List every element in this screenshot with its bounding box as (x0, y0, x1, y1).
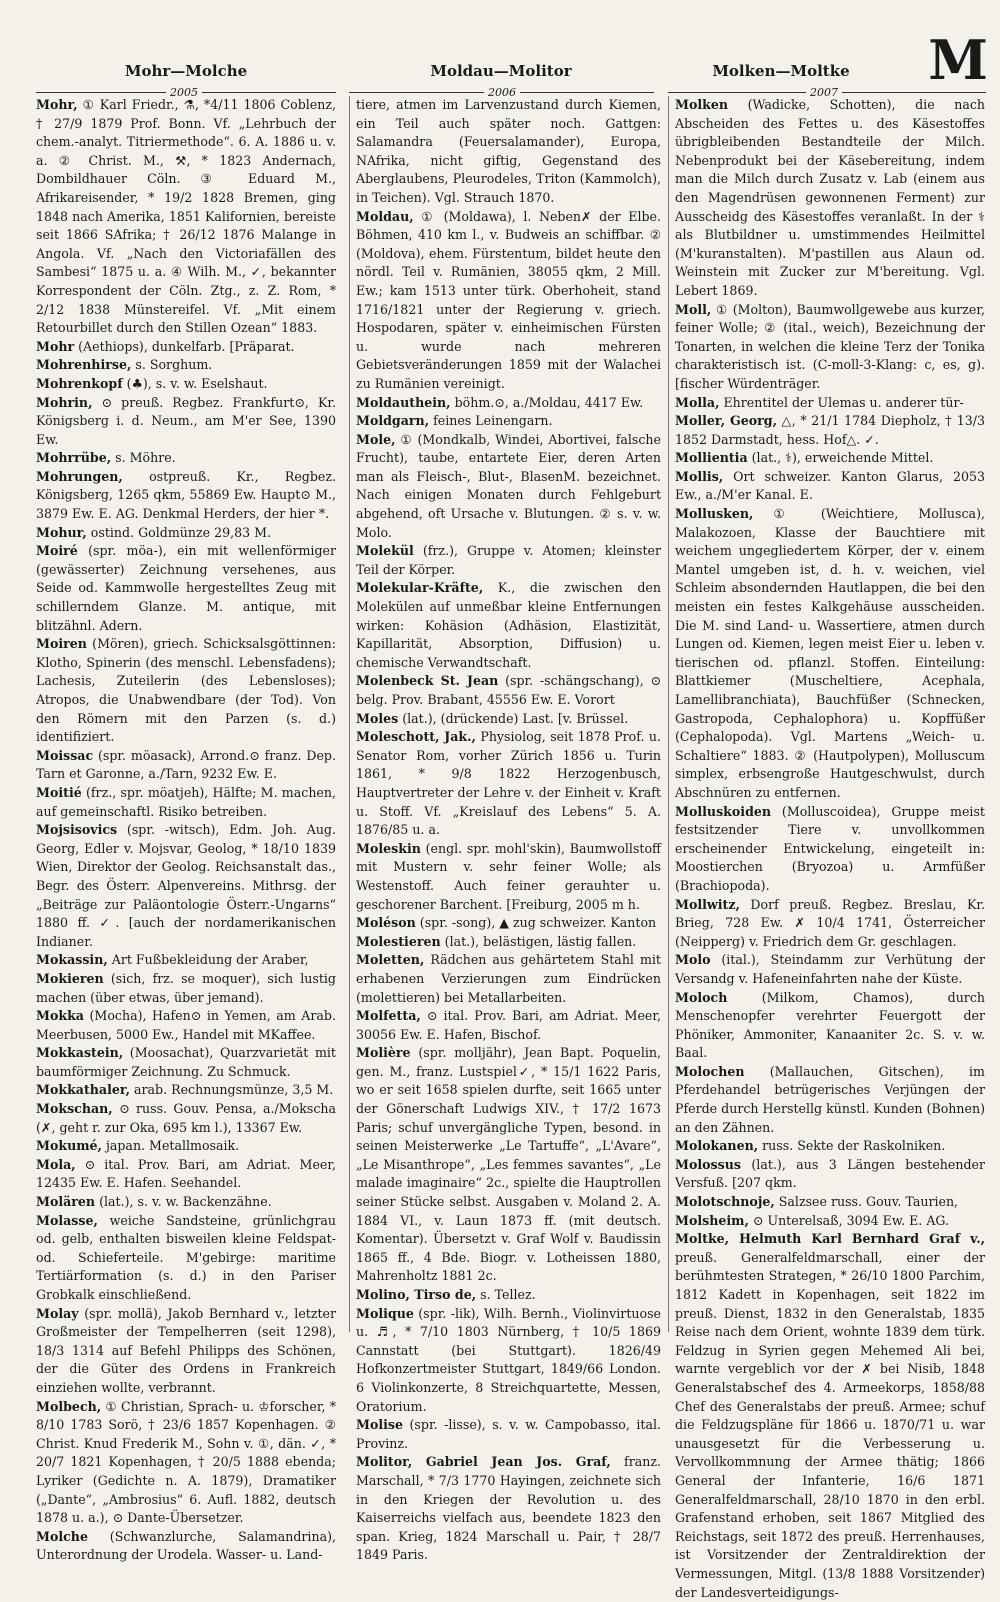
dictionary-entry (36, 1100, 336, 1137)
entry-text: (spr. mollä), Jakob Bernhard v., letzter Großmeister der Tempelherren (seit 1298), 18/3 1314 auf Befehl Philipps des Schönen, der die Güter des Ordens in Frankreich einziehen wollte, verbrannt. (36, 1305, 336, 1395)
dictionary-entry (675, 394, 985, 413)
entry-headword: Molche (36, 1528, 88, 1544)
center-running-title: Moldau—Molitor (430, 62, 572, 80)
column-right (668, 96, 985, 1600)
entry-text: (sich, frz. se moquer), sich lustig machen (über etwas, über jemand). (36, 970, 336, 1005)
dictionary-entry (36, 356, 336, 375)
dictionary-entry (356, 728, 661, 840)
dictionary-entry (356, 951, 661, 1007)
entry-text: (frz., spr. möatjeh), Hälfte; M. machen, auf gemeinschaftl. Risiko betreiben. (36, 784, 336, 819)
entry-text: (spr. -song), ▲ zug schweizer. Kanton (415, 915, 657, 931)
entry-text: Art Fußbekleidung der Araber, (107, 952, 309, 968)
entry-text: (Aethiops), dunkelfarb. [Präparat. (74, 338, 295, 354)
dictionary-entry (36, 1212, 336, 1305)
dictionary-entry (675, 989, 985, 1063)
entry-headword: Mohr (36, 338, 75, 354)
entry-headword: Moiré (36, 543, 78, 559)
dictionary-entry (36, 468, 336, 524)
entry-text: ostpreuß. Kr., Regbez. Königsberg, 1265 qkm, 55869 Ew. Haupt⊙ M., 3879 Ew. E. AG. Denkmal Herders, der hier *. (36, 468, 336, 522)
entry-text: (♣), s. v. w. Eselshaut. (122, 375, 268, 391)
entry-headword: Mokkastein, (36, 1045, 124, 1061)
dictionary-entry (36, 1044, 336, 1081)
entry-text: s. Sorghum. (131, 357, 213, 373)
dictionary-entry (675, 468, 985, 505)
dictionary-entry (36, 1398, 336, 1528)
entry-headword: Molluskoiden (675, 803, 772, 819)
dictionary-entry (675, 1212, 985, 1231)
dictionary-entry (36, 1528, 336, 1565)
dictionary-entry (36, 96, 336, 338)
entry-headword: Molfetta, (356, 1008, 421, 1024)
entry-headword: Mokieren (36, 970, 104, 986)
entry-text: ⊙ ital. Prov. Bari, am Adriat. Meer, 30056 Ew. E. Hafen, Bischof. (356, 1008, 661, 1042)
entry-text: (spr. möasack), Arrond.⊙ franz. Dep. Tarn et Garonne, a./Tarn, 9232 Ew. E. (36, 747, 336, 782)
entry-text: ⊙ ital. Prov. Bari, am Adriat. Meer, 12435 Ew. E. Hafen. Seehandel. (36, 1156, 336, 1191)
entry-headword: Molekular-Kräfte, (356, 580, 484, 596)
dictionary-entry (356, 1044, 661, 1286)
entry-headword: Moll, (675, 301, 712, 317)
dictionary-entry (36, 784, 336, 821)
entry-headword: Molay (36, 1305, 79, 1321)
dictionary-entry (675, 803, 985, 896)
left-running-title: Mohr—Molche (124, 62, 248, 80)
entry-headword: Moitié (36, 784, 82, 800)
entry-headword: Molken (675, 97, 729, 112)
entry-headword: Molotschnoje, (675, 1194, 775, 1210)
entry-headword: Moletten, (356, 952, 425, 968)
dictionary-entry (675, 505, 985, 803)
dictionary-entry (356, 208, 661, 394)
entry-headword: Mojsisovics (36, 822, 118, 838)
entry-text: russ. Sekte der Raskolniken. (758, 1138, 946, 1154)
entry-text: (lat.), s. v. w. Backenzähne. (95, 1194, 272, 1210)
dictionary-entry (36, 747, 336, 784)
entry-text: (spr. möa-), ein mit wellenförmiger (gewässerter) Zeichnung versehenes, aus Seide od. Kammwolle hergestelltes Zeug mit schillerndem Glanze. M. antique, mit blitzähnl. Adern. (36, 543, 336, 633)
column-left (36, 96, 336, 1563)
right-running-title: Molken—Moltke (712, 62, 850, 80)
dictionary-entry (356, 914, 661, 933)
dictionary-entry (356, 933, 661, 952)
entry-text: (Moosachat), Quarzvarietät mit baumförmiger Zeichnung. Zu Schmuck. (36, 1045, 336, 1079)
entry-text: △, * 21/1 1784 Diepholz, † 13/3 1852 Darmstadt, hess. Hof△. ✓. (675, 413, 985, 447)
dictionary-entry (36, 1137, 336, 1156)
entry-headword: Molestieren (356, 933, 441, 949)
entry-text: (spr. -witsch), Edm. Joh. Aug. Georg, Edler v. Mojsvar, Geolog, * 18/10 1839 Wien, Direktor der Geolog. Reichsanstalt das., Begr. des Österr. Alpenvereins. Mithrsg. der „Beiträge zur Paläontologie Österr.-Ungarns“ 1880 ff. ✓. [auch der nordamerikanischen Indianer. (36, 822, 336, 949)
dictionary-entry (356, 394, 661, 413)
entry-headword: Molochen (675, 1063, 745, 1079)
entry-headword: Moiren (36, 636, 87, 652)
dictionary-entry (356, 1286, 661, 1305)
entry-headword: Mokumé, (36, 1138, 102, 1154)
dictionary-entry (36, 375, 336, 394)
entry-headword: Mohrenkopf (36, 375, 123, 391)
entry-text: Physiolog, seit 1878 Prof. u. Senator Rom, vorher Zürich 1856 u. Turin 1861, * 9/8 1822 Herzogenbusch, Hauptvertreter der Lehre v. der Einheit v. Kraft u. Stoff. Vf. „Kreislauf des Lebens“ 5. A. 1876/85 u. a. (356, 729, 661, 838)
entry-text: (Schwanzlurche, Salamandrina), Unterordnung der Urodela. Wasser- u. Land- (36, 1528, 336, 1563)
entry-text: feines Leinengarn. (429, 413, 553, 429)
entry-text: ① (Mondkalb, Windei, Abortivei, falsche Frucht), taube, entartete Eier, deren Arten man als Fleisch-, Blut-, BlasenM. bezeichnet. Nach einigen Monaten durch Fehlgeburt abgehend, oft Ursache v. Blutungen. ② s. v. w. Molo. (356, 431, 661, 540)
entry-headword: Mohrenhirse, (36, 357, 132, 373)
entry-headword: Mollis, (675, 468, 724, 484)
entry-text: (spr. -lisse), s. v. w. Campobasso, ital. Provinz. (356, 1417, 661, 1451)
dictionary-entry (356, 840, 661, 914)
entry-headword: Mohrin, (36, 394, 93, 410)
entry-text: arab. Rechnungsmünze, 3,5 M. (130, 1082, 334, 1098)
entry-text: s. Möhre. (111, 450, 176, 466)
entry-text: (lat.), belästigen, lästig fallen. (440, 933, 637, 949)
entry-headword: Molise (356, 1417, 404, 1433)
entry-text: weiche Sandsteine, grünlichgrau od. gelb, enthalten bisweilen kleine Feldspat- od. Schieferteile. M'gebirge: maritime Tertiärformation (s. d.) in den Pariser Grobkalk einschließend. (36, 1212, 336, 1302)
dictionary-entry (36, 970, 336, 1007)
entry-headword: Molla, (675, 394, 720, 410)
dictionary-entry (675, 1137, 985, 1156)
entry-headword: Molekül (356, 543, 414, 559)
entry-text: ⊙ preuß. Regbez. Frankfurt⊙, Kr. Königsberg i. d. Neum., am M'er See, 1390 Ew. (36, 394, 336, 447)
entry-text: (Wadicke, Schotten), die nach Abscheiden des Fettes u. des Käsestoffes übrigbleibenden Bestandteile der Milch. Nebenprodukt bei der Käsebereitung, indem man die Milch durch Zusatz v. Lab (einem aus den Magendrüsen gewonnenen Ferment) zur Ausscheidg des Käsestoffes veranlaßt. In der ⚕ als Blutbildner u. umstimmendes Heilmittel (M'kuranstalten). M'pastillen aus Alaun od. Weinstein mit Zucker zur M'bereitung. Vgl. Lebert 1869. (675, 97, 985, 298)
entry-text: ⊙ Unterelsaß, 3094 Ew. E. AG. (748, 1212, 950, 1228)
dictionary-entry (36, 1305, 336, 1398)
entry-headword: Moissac (36, 747, 94, 763)
entry-text: Salzsee russ. Gouv. Taurien, (774, 1194, 959, 1210)
entry-text: (Mören), griech. Schicksalsgöttinnen: Klotho, Spinerin (des menschl. Lebensfadens); Lachesis, Zuteilerin (des Lebensloses); Atropos, die Unabwendbare (der Tod). Von den Römern mit den Parzen (s. d.) identifiziert. (36, 636, 336, 745)
entry-headword: Mohur, (36, 524, 87, 540)
dictionary-entry (356, 96, 661, 208)
entry-text: tiere, atmen im Larvenzustand durch Kiemen, ein Teil auch später noch. Gattgen: Salamandra (Feuersalamander), Europa, NAfrika, nicht giftig, Gegenstand des Aberglaubens, Pleurodeles, Triton (Kammolch), in Teichen). Vgl. Strauch 1870. (356, 97, 661, 205)
entry-text: Ort schweizer. Kanton Glarus, 2053 Ew., a./M'er Kanal. E. (675, 468, 985, 503)
dictionary-entry (36, 951, 336, 970)
entry-headword: Molokanen, (675, 1138, 759, 1154)
dictionary-entry (675, 449, 985, 468)
entry-text: Dorf preuß. Regbez. Breslau, Kr. Brieg, 728 Ew. ✗ 10/4 1741, Österreicher (Neipperg) v. Friedrich dem Gr. geschlagen. (675, 896, 985, 949)
page-number-right: 2007 (806, 86, 842, 99)
entry-text: böhm.⊙, a./Moldau, 4417 Ew. (450, 394, 644, 410)
dictionary-entry (36, 1007, 336, 1044)
entry-text: Rädchen aus gehärtetem Stahl mit erhabenen Verzierungen zum Eindrücken (molettieren) bei Metallarbeiten. (356, 952, 661, 1005)
dictionary-entry (36, 338, 336, 357)
column-center (349, 96, 661, 1563)
entry-headword: Mohrungen, (36, 468, 123, 484)
entry-headword: Molbech, (36, 1398, 102, 1414)
dictionary-entry (36, 394, 336, 450)
entry-headword: Mohrrübe, (36, 450, 112, 466)
dictionary-entry (36, 635, 336, 747)
entry-text: preuß. Generalfeldmarschall, einer der berühmtesten Strategen, * 26/10 1800 Parchim, 1812 Kadett in Kopenhagen, seit 1822 im preuß. Dienst, 1832 in den Generalstab, 1835 Reise nach dem Orient, wohnte 1839 dem türk. Feldzug in Syrien gegen Mehemed Ali bei, warnte vergeblich vor der ✗ bei Nisib, 1848 Generalstabschef des 4. Armeekorps, 1858/88 Chef des Generalstabs der preuß. Armee; schuf die Feldzugspläne für 1866 u. 1870/71 u. war unausgesetzt für die Verbesserung u. Vervollkommnung der Armee thätig; 1866 General der Infanterie, 16/6 1871 Generalfeldmarschall, 28/10 1870 in den erbl. Grafenstand erhoben, seit 1867 Mitglied des Reichstags, seit 1872 des preuß. Herrenhauses, ist Vorsitzender der Zentraldirektion der Vermessungen, Mitgl. (13/8 1888 Vorsitzender) der Landesverteidigungs- (675, 1249, 985, 1600)
entry-headword: Moleskin (356, 840, 421, 856)
entry-headword: Mokkathaler, (36, 1082, 130, 1098)
entry-headword: Molenbeck St. Jean (356, 673, 499, 689)
entry-headword: Molitor, Gabriel Jean Jos. Graf, (356, 1454, 611, 1470)
dictionary-entry (36, 1193, 336, 1212)
entry-headword: Mollwitz, (675, 896, 740, 912)
entry-text: (spr. -schängschang), ⊙ belg. Prov. Brabant, 45556 Ew. E. Vorort (356, 673, 661, 707)
entry-headword: Molären (36, 1194, 96, 1210)
entry-headword: Moldauthein, (356, 394, 451, 410)
entry-headword: Moldau, (356, 208, 414, 224)
dictionary-entry (36, 524, 336, 543)
entry-headword: Mollusken, (675, 506, 754, 522)
entry-headword: Moldgarn, (356, 413, 430, 429)
page-number-left: 2005 (166, 86, 202, 99)
dictionary-entry (356, 1416, 661, 1453)
dictionary-entry (675, 301, 985, 394)
entry-headword: Molsheim, (675, 1212, 749, 1228)
entry-headword: Moles (356, 710, 399, 726)
entry-text: (Milkom, Chamos), durch Menschenopfer verehrter Feuergott der Phöniker, Ammoniter, Kanaaniter 2c. S. v. w. Baal. (675, 989, 985, 1061)
entry-text: ① Karl Friedr., ⚗, *4/11 1806 Coblenz, † 27/9 1879 Prof. Bonn. Vf. „Lehrbuch der chem.-analyt. Titriermethode“. 6. A. 1886 u. v. a. ② Christ. M., ⚒, * 1823 Andernach, Dombildhauer Cöln. ③ Eduard M., Afrikareisender, * 19/2 1828 Bremen, ging 1848 nach Amerika, 1851 Kalifornien, bereiste seit 1866 SAfrika; † 26/12 1876 Malange in Angola. Vf. „Nach den Victoriafällen des Sambesi“ 1875 u. a. ④ Wilh. M., ✓, bekannter Korrespondent der Cöln. Ztg., z. Z. Rom, * 2/12 1838 Münstereifel. Vf. „Mit einem Retourbillet durch den Stillen Ozean“ 1883. (36, 97, 336, 336)
text-columns (36, 96, 985, 1600)
entry-text: ① (Molton), Baumwollgewebe aus kurzer, feiner Wolle; ② (ital., weich), Bezeichnung der Tonarten, in welchen die kleine Terz der Tonika charakteristisch ist. (C-moll-3-Klang: c, es, g). [fischer Würdenträger. (675, 301, 985, 391)
entry-headword: Mollientia (675, 450, 748, 466)
dictionary-entry (36, 821, 336, 951)
entry-text: franz. Marschall, * 7/3 1770 Hayingen, zeichnete sich in den Kriegen der Revolution u. des Kaiserreichs vielfach aus, beendete 1823 den span. Krieg, 1824 Marschall u. Pair, † 28/7 1849 Paris. (356, 1454, 661, 1563)
entry-text: (lat.), (drückende) Last. [v. Brüssel. (398, 710, 629, 726)
dictionary-entry (675, 896, 985, 952)
entry-headword: Moléson (356, 915, 416, 931)
entry-text: (lat., ⚕), erweichende Mittel. (747, 450, 934, 466)
dictionary-entry (356, 710, 661, 729)
entry-text: (lat.), aus 3 Längen bestehender Versfuß. [207 qkm. (675, 1156, 985, 1191)
entry-headword: Molasse, (36, 1212, 98, 1228)
entry-text: (frz.), Gruppe v. Atomen; kleinster Teil der Körper. (356, 543, 661, 577)
entry-text: (Mallauchen, Gitschen), im Pferdehandel betrügerisches Verjüngen der Pferde durch Herstellg künstl. Kunden (Bohnen) an den Zähnen. (675, 1063, 985, 1135)
dictionary-entry (36, 542, 336, 635)
dictionary-entry (675, 1156, 985, 1193)
dictionary-entry (675, 951, 985, 988)
entry-headword: Mokka (36, 1008, 84, 1024)
entry-headword: Mohr, (36, 97, 78, 112)
dictionary-entry (356, 1305, 661, 1417)
entry-text: K., die zwischen den Molekülen auf unmeßbar kleine Entfernungen wirken: Kohäsion (Adhäsion, Elastizität, Kapillarität, Absorption, Diffusion) u. chemische Verwandtschaft. (356, 580, 661, 670)
entry-headword: Molossus (675, 1156, 741, 1172)
entry-headword: Molière (356, 1045, 411, 1061)
dictionary-entry (675, 412, 985, 449)
entry-text: (Mocha), Hafen⊙ in Yemen, am Arab. Meerbusen, 5000 Ew., Handel mit MKaffee. (36, 1008, 336, 1042)
entry-text: (ital.), Steindamm zur Verhütung der Versandg v. Hafeneinfahrten nahe der Küste. (675, 952, 985, 986)
page-number-center: 2006 (484, 86, 520, 99)
entry-text: ① (Moldawa), l. Neben✗ der Elbe. Böhmen, 410 km l., v. Budweis an schiffbar. ② (Moldova), ehem. Fürstentum, bildet heute den nördl. Teil v. Rumänien, 38055 qkm, 2 Mill. Ew.; kam 1513 unter türk. Oberhoheit, stand 1716/1821 unter der Regierung v. griech. Hospodaren, später v. einheimischen Fürsten u. wurde nach mehreren Gebietsveränderungen 1859 mit der Walachei zu Rumänien vereinigt. (356, 208, 661, 391)
entry-text: japan. Metallmosaik. (101, 1138, 240, 1154)
entry-headword: Molique (356, 1305, 414, 1321)
entry-text: ⊙ russ. Gouv. Pensa, a./Mokscha (✗, geht r. zur Oka, 695 km l.), 13367 Ew. (36, 1101, 336, 1135)
entry-text: Ehrentitel der Ulemas u. anderer tür- (719, 394, 964, 410)
entry-headword: Mola, (36, 1156, 76, 1172)
entry-text: (spr. -lik), Wilh. Bernh., Violinvirtuose u. ♬, * 7/10 1803 Nürnberg, † 10/5 1869 Cannstatt (bei Stuttgart). 1826/49 Hofkonzertmeister Stuttgart, 1849/66 London. 6 Violinkonzerte, 8 Streichquartette, Messen, Oratorium. (356, 1305, 661, 1414)
dictionary-entry (36, 1156, 336, 1193)
entry-text: (spr. molljähr), Jean Bapt. Poquelin, gen. M., franz. Lustspiel✓, * 15/1 1622 Paris, wo er seit 1658 spielen durfte, seit 1665 unter der Gönerschaft Ludwigs XIV., † 17/2 1673 Paris; schuf unvergängliche Typen, besond. in seinen Meisterwerke „Le Tartuffe“, „L'Avare“, „Le Misanthrope“, „Les femmes savantes“, „Le malade imaginaire“ 2c., spielte die Hauptrollen seiner Stücke selbst. Ausgaben v. Moland 2. A. 1884 VI., v. Laun 1873 ff. (mit deutsch. Komentar). Übersetzt v. Graf Wolf v. Baudissin 1865 ff., 4 Bde. Biogr. v. Lotheissen 1880, Mahrenholtz 1881 2c. (356, 1045, 661, 1284)
entry-headword: Moltke, Helmuth Karl Bernhard Graf v., (675, 1231, 985, 1247)
dictionary-entry (356, 579, 661, 672)
thumb-index-letter: M (928, 28, 986, 92)
entry-text: ① (Weichtiere, Mollusca), Malakozoen, Klasse der Bauchtiere mit weichem ungegliedertem Körper, der v. einem Mantel umgeben ist, d. h. v. weichen, viel Schleim absondernden Hautlappen, die bei den meisten ein festes Kalkgehäuse ausscheiden. Die M. sind Land- u. Wassertiere, atmen durch Lungen od. Kiemen, legen meist Eier u. leben v. tierischen od. pflanzl. Stoffen. Einteilung: Blattkiemer (Muscheltiere, Acephala, Lamellibranchiata), Bauchfüßer (Schnecken, Gastropoda, Cephalophora) u. Kopffüßer (Cephalopoda). Vgl. Martens „Weich- u. Schaltiere“ 1883. ② (Hautpolypen), Molluscum simplex, erbsengroße Hautgeschwulst, durch Abschnüren zu entfernen. (675, 506, 985, 800)
entry-headword: Molino, Tirso de, (356, 1287, 477, 1302)
dictionary-entry (675, 1193, 985, 1212)
entry-text: s. Tellez. (476, 1287, 536, 1302)
dictionary-entry (356, 412, 661, 431)
entry-text: ① Christian, Sprach- u. ♔forscher, * 8/10 1783 Sorö, † 23/6 1857 Kopenhagen. ② Christ. Knud Frederik M., Sohn v. ①, dän. ✓, * 20/7 1821 Kopenhagen, † 20/5 1888 ebenda; Lyriker (Gedichte n. A. 1879), Dramatiker („Dante“, „Ambrosius“ 6. Aufl. 1882, deutsch 1878 u. a.), ⊙ Dante-Übersetzer. (36, 1398, 336, 1526)
dictionary-entry (675, 1230, 985, 1602)
entry-headword: Mokschan, (36, 1101, 113, 1117)
entry-text: ostind. Goldmünze 29,83 M. (86, 524, 272, 540)
entry-headword: Moleschott, Jak., (356, 729, 476, 745)
entry-text: (Molluscoidea), Gruppe meist festsitzender Tiere v. unvollkommen erscheinender Entwickelung, eingeteilt in: Moostierchen (Bryozoa) u. Armfüßer (Brachiopoda). (675, 803, 985, 893)
entry-headword: Moloch (675, 989, 728, 1005)
dictionary-entry (356, 1007, 661, 1044)
dictionary-entry (356, 542, 661, 579)
dictionary-entry (36, 449, 336, 468)
entry-headword: Mole, (356, 431, 396, 447)
entry-headword: Mokassin, (36, 952, 108, 968)
entry-headword: Moller, Georg, (675, 413, 777, 429)
entry-headword: Molo (675, 952, 711, 968)
dictionary-entry (675, 1063, 985, 1137)
entry-text: (engl. spr. mohl'skin), Baumwollstoff mit Mustern v. sehr feiner Wolle; als Westenstoff. Auch feiner gerauhter u. geschorener Barchent. [Freiburg, 2005 m h. (356, 840, 661, 912)
running-header (36, 28, 986, 99)
dictionary-entry (356, 672, 661, 709)
dictionary-entry (356, 1453, 661, 1565)
dictionary-entry (36, 1081, 336, 1100)
dictionary-entry (356, 431, 661, 543)
dictionary-entry (675, 96, 985, 301)
